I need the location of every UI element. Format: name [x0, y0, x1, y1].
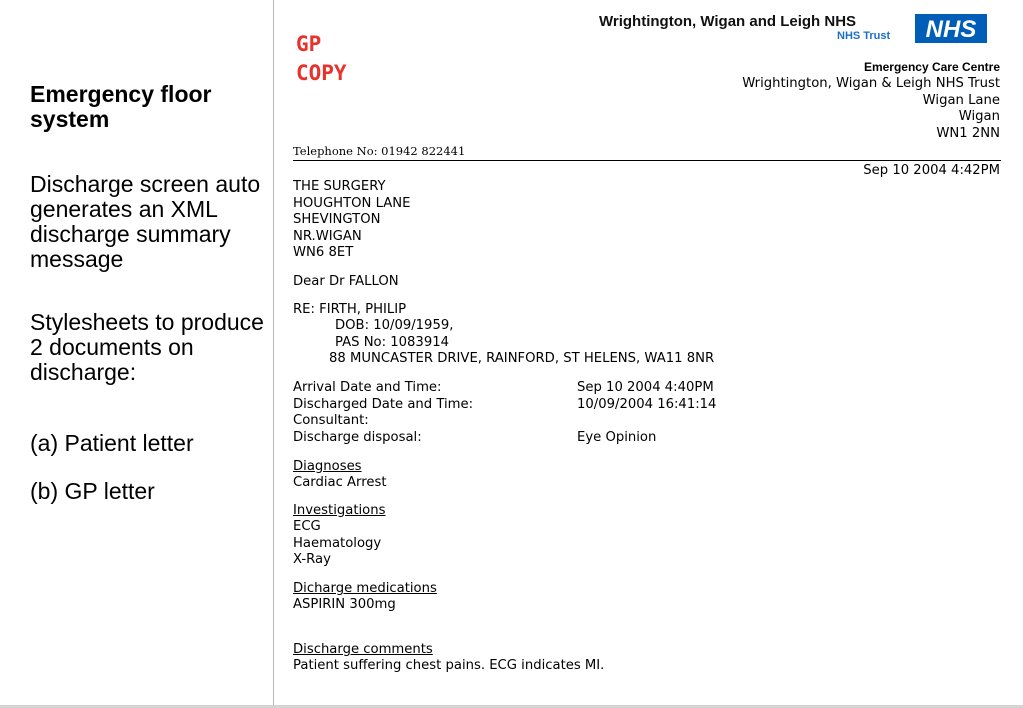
stamp-line-copy: COPY: [296, 61, 347, 85]
header-rule: [293, 160, 1001, 161]
investigations-heading: Investigations: [293, 503, 386, 518]
recipient-line: THE SURGERY: [293, 179, 386, 194]
address-line: Wrightington, Wigan & Leigh NHS Trust: [742, 76, 1000, 91]
detail-value: 10/09/2004 16:41:14: [577, 396, 717, 412]
patient-dob: DOB: 10/09/1959,: [335, 318, 454, 333]
salutation: Dear Dr FALLON: [293, 274, 399, 289]
medications-heading: Dicharge medications: [293, 581, 437, 596]
recipient-line: NR.WIGAN: [293, 228, 362, 244]
slide-paragraph-stylesheets: Stylesheets to produce 2 documents on discharge:: [30, 309, 264, 385]
detail-label: Discharged Date and Time:: [293, 396, 474, 412]
patient-pas: PAS No: 1083914: [335, 335, 449, 350]
slide-title: Emergency floor system: [30, 81, 212, 132]
investigations-list: [293, 519, 381, 569]
centre-name: Emergency Care Centre: [863, 60, 1000, 74]
comments-heading: Discharge comments: [293, 642, 433, 657]
nhs-trust-label: NHS Trust: [837, 30, 891, 42]
detail-label: Consultant:: [293, 413, 369, 428]
nhs-logo: [915, 14, 987, 43]
address-line: Wigan: [958, 109, 1000, 124]
slide-item-gp-letter: (b) GP letter: [30, 478, 155, 504]
detail-value: [577, 413, 716, 430]
nhs-logo-text: NHS: [925, 16, 977, 43]
stamp-line-gp: GP: [296, 32, 322, 56]
investigation-item: ECG: [293, 519, 321, 534]
detail-labels: [293, 380, 473, 446]
discharge-letter: [274, 0, 1020, 705]
detail-value: Sep 10 2004 4:40PM: [577, 380, 714, 395]
diagnosis-item: Cardiac Arrest: [293, 475, 387, 490]
detail-label: Discharge disposal:: [293, 429, 422, 445]
re-line: RE: FIRTH, PHILIP: [293, 302, 407, 317]
patient-address: 88 MUNCASTER DRIVE, RAINFORD, ST HELENS, WA11 8NR: [329, 351, 715, 366]
recipient-line: WN6 8ET: [293, 245, 354, 260]
diagnoses-heading: Diagnoses: [293, 459, 362, 474]
recipient-address: [293, 179, 410, 262]
slide-text-panel: [0, 0, 273, 708]
telephone: Telephone No: 01942 822441: [293, 144, 466, 158]
detail-label: Arrival Date and Time:: [293, 380, 442, 395]
address-line: WN1 2NN: [936, 125, 1000, 141]
trust-address: [742, 76, 1000, 142]
slide-paragraph-discharge: Discharge screen auto generates an XML discharge summary message: [30, 171, 261, 272]
detail-value: Eye Opinion: [577, 429, 657, 445]
detail-values: [577, 380, 716, 446]
recipient-line: SHEVINGTON: [293, 212, 381, 227]
recipient-line: HOUGHTON LANE: [293, 195, 411, 211]
slide-item-patient-letter: (a) Patient letter: [30, 430, 194, 456]
address-line: Wigan Lane: [922, 92, 1000, 108]
trust-name: Wrightington, Wigan and Leigh NHS: [599, 13, 857, 30]
medication-item: ASPIRIN 300mg: [293, 597, 396, 612]
investigation-item: Haematology: [293, 535, 382, 551]
gp-copy-stamp: [296, 30, 347, 88]
investigation-item: X-Ray: [293, 552, 331, 567]
comments-text: Patient suffering chest pains. ECG indicates MI.: [293, 658, 605, 673]
letter-date: Sep 10 2004 4:42PM: [863, 163, 1000, 178]
